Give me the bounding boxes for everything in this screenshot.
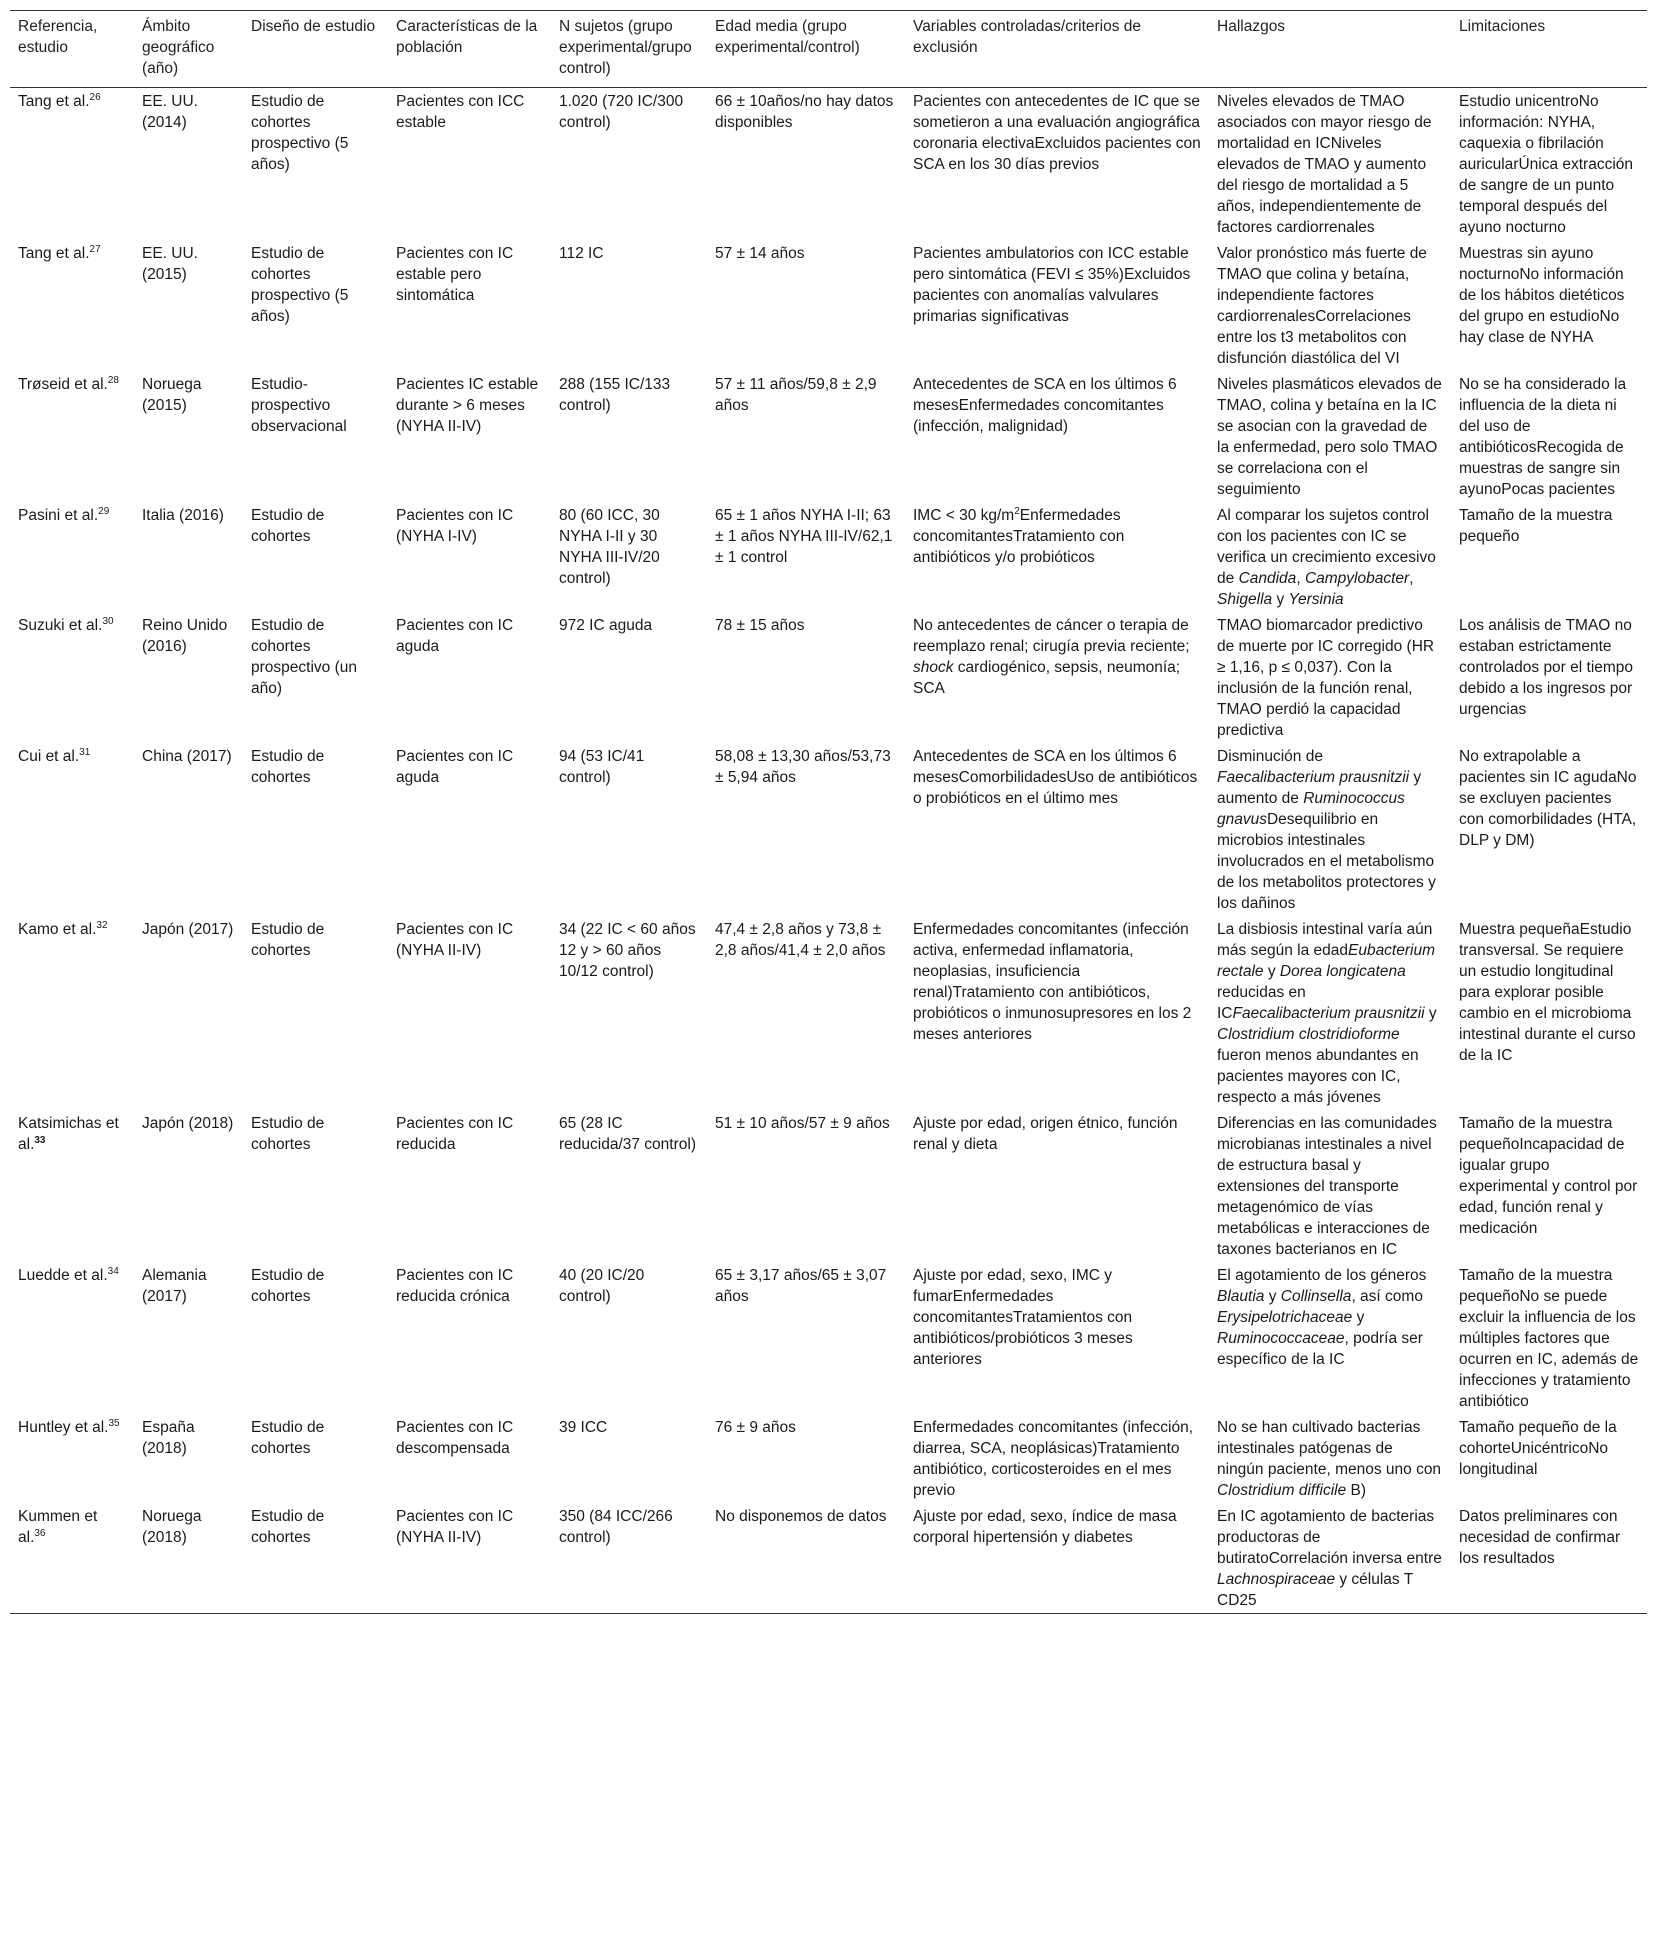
cell-variables: Antecedentes de SCA en los últimos 6 mesesComorbilidadesUso de antibióticos o probióticos en el último mes: [913, 748, 1198, 807]
cell-design: Estudio de cohortes: [251, 1115, 325, 1153]
cell-population: Pacientes con IC reducida: [396, 1115, 514, 1153]
cell-mean-age: 65 ± 3,17 años/65 ± 3,07 años: [715, 1267, 887, 1305]
cell-n-subjects: 65 (28 IC reducida/37 control): [559, 1115, 696, 1153]
cell-design: Estudio de cohortes: [251, 921, 325, 959]
cell-design: Estudio de cohortes prospectivo (5 años): [251, 245, 349, 325]
cell-population: Pacientes con IC (NYHA I-IV): [396, 507, 514, 545]
cell-variables: No antecedentes de cáncer o terapia de reemplazo renal; cirugía previa reciente; shock cardiogénico, sepsis, neumonía; SCA: [913, 617, 1190, 697]
header-findings: Hallazgos: [1217, 18, 1286, 35]
cell-n-subjects: 34 (22 IC < 60 años 12 y > 60 años 10/12 control): [559, 921, 696, 980]
cell-findings: Al comparar los sujetos control con los pacientes con IC se verifica un crecimiento excesivo de Candida, Campylobacter, Shigella y Yersinia: [1217, 507, 1436, 608]
cell-design: Estudio de cohortes prospectivo (5 años): [251, 93, 349, 173]
cell-population: Pacientes con IC aguda: [396, 617, 514, 655]
header-mean-age: Edad media (grupo experimental/control): [715, 18, 860, 56]
cell-findings: Diferencias en las comunidades microbianas intestinales a nivel de estructura basal y extensiones del transporte metagenómico de vías metabólicas e interacciones de taxones bacterianos en IC: [1217, 1115, 1437, 1258]
cell-variables: Enfermedades concomitantes (infección activa, enfermedad inflamatoria, neoplasias, insuficiencia renal)Tratamiento con antibióticos, probióticos o inmunosupresores en los 2 meses anteriores: [913, 921, 1192, 1043]
cell-population: Pacientes con IC descompensada: [396, 1419, 514, 1457]
cell-reference: Huntley et al.$^{35}$: [18, 1417, 120, 1436]
cell-population: Pacientes con IC (NYHA II-IV): [396, 1508, 514, 1546]
cell-limitations: No se ha considerado la influencia de la dieta ni del uso de antibióticosRecogida de muestras de sangre sin ayunoPocas pacientes: [1459, 376, 1627, 498]
cell-reference: Suzuki et al.$^{30}$: [18, 615, 114, 634]
cell-mean-age: 57 ± 14 años: [715, 245, 805, 262]
cell-limitations: Datos preliminares con necesidad de confirmar los resultados: [1459, 1508, 1621, 1567]
cell-n-subjects: 94 (53 IC/41 control): [559, 748, 645, 786]
table-row: [10, 916, 1647, 1110]
cell-mean-age: 76 ± 9 años: [715, 1419, 796, 1436]
cell-findings: TMAO biomarcador predictivo de muerte por IC corregido (HR ≥ 1,16, p ≤ 0,037). Con la inclusión de la función renal, TMAO perdió la capacidad predictiva: [1217, 617, 1435, 739]
cell-scope: Japón (2017): [142, 921, 234, 938]
cell-variables: Antecedentes de SCA en los últimos 6 mesesEnfermedades concomitantes (infección, malignidad): [913, 376, 1177, 435]
cell-scope: EE. UU. (2014): [142, 93, 198, 131]
cell-limitations: Los análisis de TMAO no estaban estrictamente controlados por el tiempo debido a los ingresos por urgencias: [1459, 617, 1634, 718]
cell-design: Estudio-prospectivo observacional: [251, 376, 347, 435]
cell-scope: Noruega (2015): [142, 376, 202, 414]
cell-n-subjects: 350 (84 ICC/266 control): [559, 1508, 673, 1546]
table-header-row: [10, 11, 1647, 88]
cell-findings: La disbiosis intestinal varía aún más según la edadEubacterium rectale y Dorea longicatena reducidas en ICFaecalibacterium prausnitzii y Clostridium clostridioforme fueron menos abundantes en pacientes mayores con IC, respecto a más jóvenes: [1217, 921, 1437, 1106]
cell-mean-age: 58,08 ± 13,30 años/53,73 ± 5,94 años: [715, 748, 891, 786]
cell-findings: Niveles elevados de TMAO asociados con mayor riesgo de mortalidad en ICNiveles elevados de TMAO y aumento del riesgo de mortalidad a 5 años, independientemente de factores cardiorrenales: [1217, 93, 1432, 236]
cell-n-subjects: 972 IC aguda: [559, 617, 653, 634]
cell-mean-age: 78 ± 15 años: [715, 617, 805, 634]
header-limitations: Limitaciones: [1459, 18, 1546, 35]
cell-n-subjects: 40 (20 IC/20 control): [559, 1267, 645, 1305]
cell-findings: Disminución de Faecalibacterium prausnitzii y aumento de Ruminococcus gnavusDesequilibrio en microbios intestinales involucrados en el metabolismo de los metabolitos protectores y los dañinos: [1217, 748, 1436, 912]
cell-scope: Italia (2016): [142, 507, 224, 524]
cell-limitations: Tamaño pequeño de la cohorteUnicéntricoNo longitudinal: [1459, 1419, 1617, 1478]
cell-scope: Reino Unido (2016): [142, 617, 228, 655]
cell-design: Estudio de cohortes: [251, 1508, 325, 1546]
cell-reference: Tang et al.$^{27}$: [18, 243, 101, 262]
cell-mean-age: 51 ± 10 años/57 ± 9 años: [715, 1115, 890, 1132]
studies-table: [10, 10, 1647, 1614]
cell-variables: Pacientes con antecedentes de IC que se sometieron a una evaluación angiográfica coronaria electivaExcluidos pacientes con SCA en los 30 días previos: [913, 93, 1201, 173]
header-scope: Ámbito geográfico (año): [142, 18, 215, 77]
cell-population: Pacientes con IC aguda: [396, 748, 514, 786]
cell-design: Estudio de cohortes: [251, 748, 325, 786]
cell-reference: Pasini et al.$^{29}$: [18, 505, 110, 524]
cell-findings: Valor pronóstico más fuerte de TMAO que colina y betaína, independiente factores cardiorrenalesCorrelaciones entre los t3 metabolitos con disfunción diastólica del VI: [1217, 245, 1427, 367]
cell-reference: Trøseid et al.$^{28}$: [18, 374, 119, 393]
cell-findings: Niveles plasmáticos elevados de TMAO, colina y betaína en la IC se asocian con la gravedad de la enfermedad, pero solo TMAO se correlaciona con el seguimiento: [1217, 376, 1442, 498]
cell-design: Estudio de cohortes: [251, 1419, 325, 1457]
cell-limitations: Muestras sin ayuno nocturnoNo información de los hábitos dietéticos del grupo en estudioNo hay clase de NYHA: [1459, 245, 1625, 346]
cell-n-subjects: 112 IC: [559, 245, 604, 262]
cell-limitations: No extrapolable a pacientes sin IC agudaNo se excluyen pacientes con comorbilidades (HTA, DLP y DM): [1459, 748, 1637, 849]
cell-scope: Noruega (2018): [142, 1508, 202, 1546]
table-row: [10, 743, 1647, 916]
cell-population: Pacientes con IC estable pero sintomática: [396, 245, 514, 304]
cell-scope: Alemania (2017): [142, 1267, 207, 1305]
cell-population: Pacientes con IC (NYHA II-IV): [396, 921, 514, 959]
cell-variables: Ajuste por edad, sexo, IMC y fumarEnfermedades concomitantesTratamientos con antibióticos/probióticos 3 meses anteriores: [913, 1267, 1133, 1368]
header-variables: Variables controladas/criterios de exclusión: [913, 18, 1142, 56]
cell-mean-age: 47,4 ± 2,8 años y 73,8 ± 2,8 años/41,4 ± 2,0 años: [715, 921, 886, 959]
cell-mean-age: 65 ± 1 años NYHA I-II; 63 ± 1 años NYHA III-IV/62,1 ± 1 control: [715, 507, 893, 566]
cell-findings: No se han cultivado bacterias intestinales patógenas de ningún paciente, menos uno con Clostridium difficile B): [1217, 1419, 1442, 1499]
table-row: [10, 502, 1647, 612]
header-n-subjects: N sujetos (grupo experimental/grupo control): [559, 18, 692, 77]
table-row: [10, 612, 1647, 743]
cell-reference: Cui et al.$^{31}$: [18, 746, 91, 765]
cell-scope: Japón (2018): [142, 1115, 234, 1132]
cell-variables: IMC < 30 $kg/m^2Enfermedades$ concomitantesTratamiento con antibióticos y/o probióticos: [913, 505, 1125, 566]
cell-findings: En IC agotamiento de bacterias productoras de butiratoCorrelación inversa entre Lachnospiraceae y células T CD25: [1217, 1508, 1442, 1609]
header-population: Características de la población: [396, 18, 538, 56]
table-row: [10, 1414, 1647, 1503]
cell-variables: Enfermedades concomitantes (infección, diarrea, SCA, neoplásicas)Tratamiento antibiótico, corticosteroides en el mes previo: [913, 1419, 1194, 1499]
cell-limitations: Tamaño de la muestra pequeñoIncapacidad de igualar grupo experimental y control por edad, función renal y medicación: [1459, 1115, 1638, 1237]
cell-design: Estudio de cohortes: [251, 507, 325, 545]
cell-limitations: Tamaño de la muestra pequeñoNo se puede excluir la influencia de los múltiples factores que ocurren en IC, además de infecciones y tratamiento antibiótico: [1459, 1267, 1639, 1410]
table-row: [10, 371, 1647, 502]
cell-mean-age: 57 ± 11 años/59,8 ± 2,9 años: [715, 376, 877, 414]
cell-limitations: Muestra pequeñaEstudio transversal. Se requiere un estudio longitudinal para explorar posible cambio en el microbioma intestinal durante el curso de la IC: [1459, 921, 1636, 1064]
cell-n-subjects: 80 (60 ICC, 30 NYHA I-II y 30 NYHA III-IV/20 control): [559, 507, 660, 587]
cell-reference: Kummen et al.$^{36}$: [18, 1508, 98, 1546]
cell-limitations: Estudio unicentroNo información: NYHA, caquexia o fibrilación auricularÚnica extracción de sangre de un punto temporal después del ayuno nocturno: [1459, 93, 1634, 236]
cell-scope: España (2018): [142, 1419, 195, 1457]
cell-limitations: Tamaño de la muestra pequeño: [1459, 507, 1613, 545]
cell-n-subjects: 288 (155 IC/133 control): [559, 376, 671, 414]
cell-scope: EE. UU. (2015): [142, 245, 198, 283]
cell-population: Pacientes con ICC estable: [396, 93, 525, 131]
table-row: [10, 1262, 1647, 1414]
cell-design: Estudio de cohortes prospectivo (un año): [251, 617, 357, 697]
cell-variables: Ajuste por edad, sexo, índice de masa corporal hipertensión y diabetes: [913, 1508, 1177, 1546]
cell-n-subjects: 39 ICC: [559, 1419, 608, 1436]
cell-mean-age: 66 ± 10años/no hay datos disponibles: [715, 93, 894, 131]
cell-reference: Luedde et al.$^{34}$: [18, 1265, 119, 1284]
cell-scope: China (2017): [142, 748, 232, 765]
table-row: [10, 88, 1647, 241]
header-reference: Referencia, estudio: [18, 18, 98, 56]
cell-reference: Kamo et al.$^{32}$: [18, 919, 108, 938]
table-row: [10, 1503, 1647, 1614]
cell-reference: Katsimichas et al.$^{33}$: [18, 1115, 119, 1153]
header-design: Diseño de estudio: [251, 18, 376, 35]
table-row: [10, 1110, 1647, 1262]
cell-design: Estudio de cohortes: [251, 1267, 325, 1305]
table-row: [10, 240, 1647, 371]
cell-variables: Ajuste por edad, origen étnico, función renal y dieta: [913, 1115, 1178, 1153]
cell-mean-age: No disponemos de datos: [715, 1508, 887, 1525]
cell-n-subjects: 1.020 (720 IC/300 control): [559, 93, 684, 131]
cell-findings: El agotamiento de los géneros Blautia y Collinsella, así como Erysipelotrichaceae y Ruminococcaceae, podría ser específico de la IC: [1217, 1267, 1427, 1368]
cell-variables: Pacientes ambulatorios con ICC estable pero sintomática (FEVI ≤ 35%)Excluidos pacientes con anomalías valvulares primarias significativas: [913, 245, 1191, 325]
cell-reference: Tang et al.$^{26}$: [18, 91, 101, 110]
cell-population: Pacientes con IC reducida crónica: [396, 1267, 514, 1305]
cell-population: Pacientes IC estable durante > 6 meses (NYHA II-IV): [396, 376, 539, 435]
